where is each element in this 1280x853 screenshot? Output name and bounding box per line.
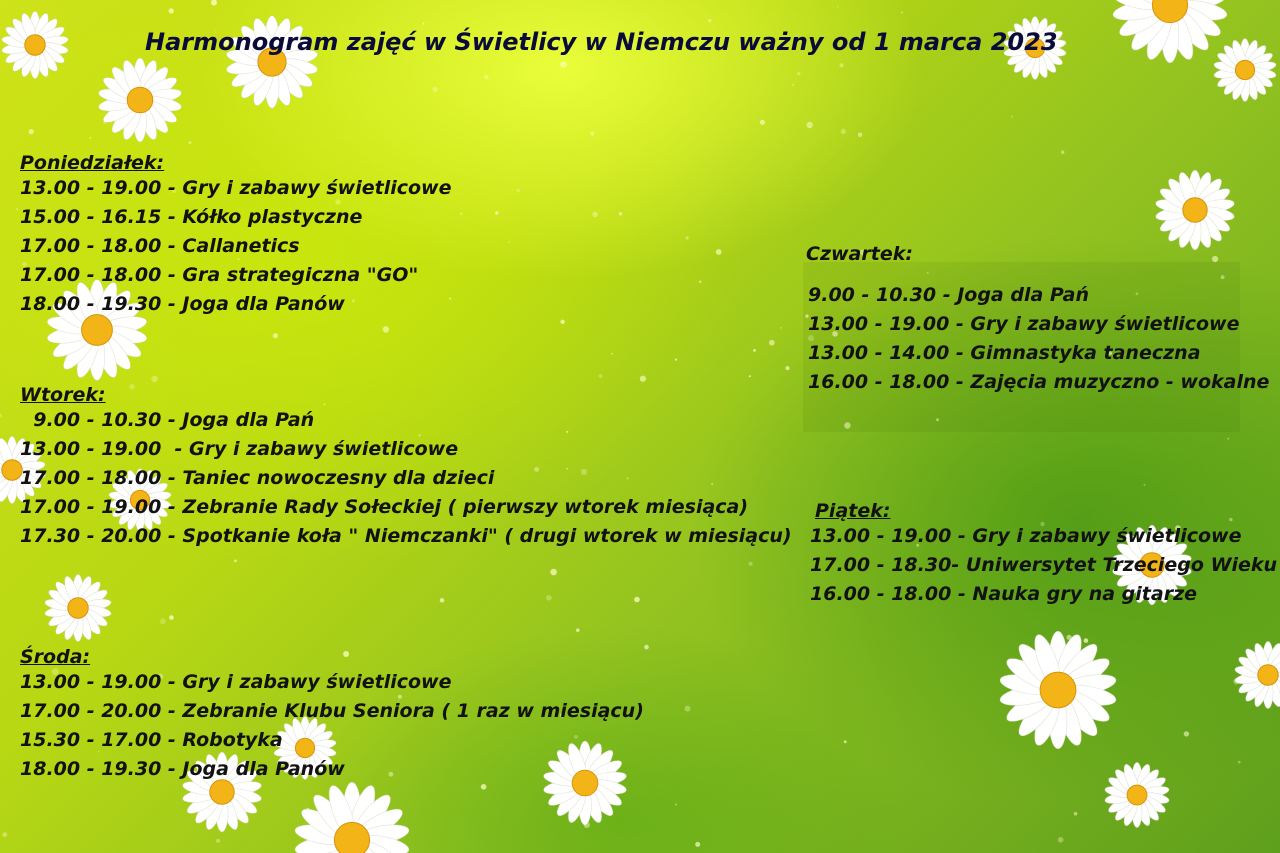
bokeh-dot (634, 597, 640, 603)
bokeh-dot (599, 374, 603, 378)
bokeh-dot (160, 618, 166, 624)
bokeh-dot (2, 832, 7, 837)
bokeh-dot (460, 212, 463, 215)
daisy-icon (1155, 170, 1236, 250)
bokeh-dot (749, 562, 753, 566)
schedule-item: 13.00 - 19.00 - Gry i zabawy świetlicowe (810, 525, 1242, 547)
bokeh-dot (234, 560, 237, 563)
day-heading: Środa: (20, 646, 91, 668)
bokeh-dot (481, 784, 487, 790)
bokeh-dot (760, 120, 765, 125)
daisy-icon (44, 574, 112, 641)
bokeh-dot (517, 189, 521, 193)
page-title: Harmonogram zajęć w Świetlicy w Niemczu ważny od 1 marca 2023 (145, 28, 1058, 56)
bokeh-dot (797, 72, 801, 76)
bokeh-dot (792, 84, 794, 86)
bokeh-dot (189, 141, 192, 144)
bokeh-dot (273, 333, 278, 338)
day-wednesday (20, 646, 644, 784)
daisy-icon (98, 58, 183, 142)
schedule-item: 16.00 - 18.00 - Zajęcia muzyczno - wokalne (808, 371, 1270, 393)
bokeh-dot (753, 349, 756, 352)
bokeh-dot (211, 0, 217, 6)
daisy-icon (294, 782, 411, 853)
bokeh-dot (1084, 638, 1089, 643)
bokeh-dot (685, 236, 688, 239)
bokeh-dot (901, 11, 903, 13)
bokeh-dot (560, 61, 567, 68)
bokeh-dot (619, 212, 623, 216)
bokeh-dot (169, 8, 174, 13)
bokeh-dot (807, 122, 813, 128)
schedule-item: 13.00 - 14.00 - Gimnastyka taneczna (808, 342, 1201, 364)
daisy-icon (1104, 762, 1170, 827)
daisy-icon (1, 11, 69, 78)
schedule-item: 15.30 - 17.00 - Robotyka (20, 729, 283, 751)
bokeh-dot (592, 212, 598, 218)
bokeh-dot (786, 366, 790, 370)
bokeh-dot (560, 320, 564, 324)
schedule-item: 18.00 - 19.30 - Joga dla Panów (20, 293, 345, 315)
schedule-item: 13.00 - 19.00 - Gry i zabawy świetlicowe (20, 671, 452, 693)
bokeh-dot (780, 327, 782, 329)
bokeh-dot (837, 6, 839, 8)
bokeh-dot (1144, 484, 1146, 486)
bokeh-dot (1227, 438, 1229, 440)
bokeh-dot (29, 129, 34, 134)
bokeh-dot (769, 340, 775, 346)
bokeh-dot (546, 595, 552, 601)
day-monday (20, 152, 452, 319)
bokeh-dot (422, 23, 424, 25)
day-heading: Wtorek: (20, 384, 106, 406)
bokeh-dot (0, 414, 2, 418)
schedule-item: 17.00 - 18.00 - Gra strategiczna "GO" (20, 264, 419, 286)
bokeh-dot (433, 87, 438, 92)
schedule-item: 9.00 - 10.30 - Joga dla Pań (20, 409, 315, 431)
bokeh-dot (508, 241, 510, 243)
schedule-item: 17.00 - 20.00 - Zebranie Klubu Seniora ( 1 raz w miesiącu) (20, 700, 644, 722)
bokeh-dot (484, 75, 488, 79)
schedule-item: 17.30 - 20.00 - Spotkanie koła " Niemczanki" ( drugi wtorek w miesiącu) (20, 525, 792, 547)
bokeh-dot (495, 211, 498, 214)
bokeh-dot (1238, 761, 1241, 764)
schedule-item: 13.00 - 19.00 - Gry i zabawy świetlicowe (808, 313, 1240, 335)
bokeh-dot (749, 375, 751, 377)
bokeh-dot (550, 569, 557, 576)
bokeh-dot (675, 804, 677, 806)
bokeh-dot (644, 645, 649, 650)
bokeh-dot (1011, 115, 1013, 117)
schedule-item: 9.00 - 10.30 - Joga dla Pań (808, 284, 1089, 306)
schedule-item: 17.00 - 18.00 - Taniec nowoczesny dla dzieci (20, 467, 495, 489)
daisy-icon (1213, 39, 1277, 102)
bokeh-dot (576, 629, 579, 632)
bokeh-dot (841, 129, 846, 134)
bokeh-dot (695, 842, 700, 847)
bokeh-dot (716, 249, 722, 255)
schedule-item: 17.00 - 18.00 - Callanetics (20, 235, 300, 257)
daisy-icon (999, 631, 1118, 749)
bokeh-dot (16, 208, 18, 210)
bokeh-dot (1184, 731, 1189, 736)
bokeh-dot (89, 137, 91, 139)
day-tuesday (20, 384, 792, 551)
bokeh-dot (611, 353, 613, 355)
bokeh-dot (1061, 151, 1064, 154)
bokeh-dot (699, 281, 701, 283)
schedule-item: 13.00 - 19.00 - Gry i zabawy świetlicowe (20, 177, 452, 199)
bokeh-dot (383, 326, 389, 332)
bokeh-dot (685, 706, 691, 712)
bokeh-dot (1074, 812, 1078, 816)
bokeh-dot (640, 376, 646, 382)
bokeh-dot (216, 839, 220, 843)
day-thursday (806, 240, 1270, 397)
day-heading: Czwartek: (806, 243, 913, 265)
day-heading: Poniedziałek: (20, 152, 165, 174)
bokeh-dot (844, 740, 847, 743)
bokeh-dot (151, 376, 158, 383)
bokeh-dot (1058, 837, 1064, 843)
schedule-item: 17.00 - 18.30- Uniwersytet Trzeciego Wieku (810, 554, 1278, 576)
bokeh-dot (839, 63, 843, 67)
daisy-icon (1112, 0, 1229, 63)
schedule-item: 17.00 - 19.00 - Zebranie Rady Sołeckiej ( pierwszy wtorek miesiąca) (20, 496, 749, 518)
schedule-item: 13.00 - 19.00 - Gry i zabawy świetlicowe (20, 438, 459, 460)
daisy-icon (1234, 641, 1280, 708)
day-friday (810, 500, 1277, 609)
schedule-item: 15.00 - 16.15 - Kółko plastyczne (20, 206, 363, 228)
bokeh-dot (590, 132, 594, 136)
bokeh-dot (858, 133, 863, 138)
bokeh-dot (169, 615, 174, 620)
day-heading: Piątek: (815, 500, 891, 522)
bokeh-dot (440, 598, 445, 603)
bokeh-dot (675, 359, 677, 361)
bokeh-dot (708, 19, 711, 22)
schedule-item: 18.00 - 19.30 - Joga dla Panów (20, 758, 345, 780)
schedule-item: 16.00 - 18.00 - Nauka gry na gitarze (810, 583, 1198, 605)
